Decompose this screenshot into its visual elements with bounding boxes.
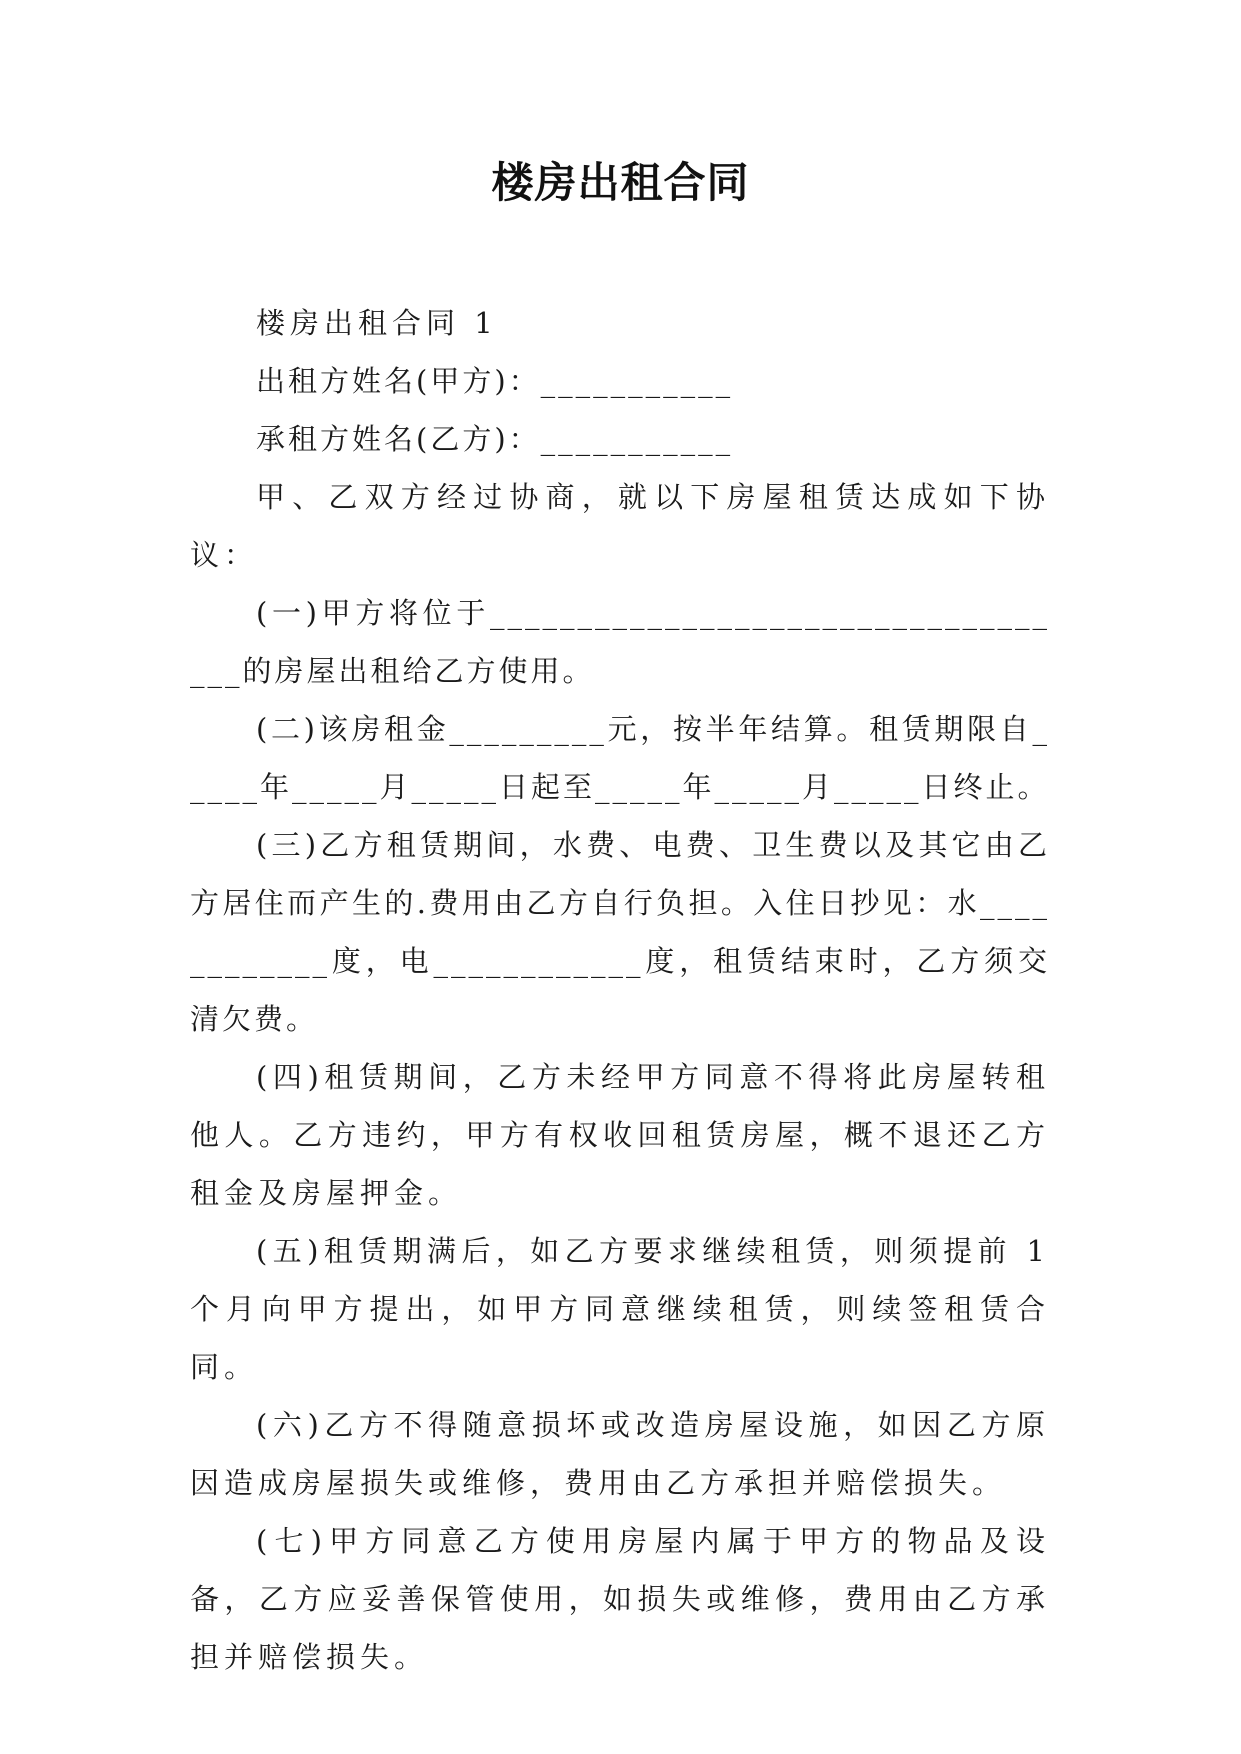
lessee-name-line: 承租方姓名(乙方)：___________ <box>256 422 734 456</box>
document-body <box>190 294 1050 1686</box>
agreement-intro: 甲、乙双方经过协商，就以下房屋租赁达成如下协议： <box>190 480 1050 572</box>
clause-1: (一)甲方将位于___________________________________的房屋出租给乙方使用。 <box>190 596 1050 688</box>
clause-7: (七)甲方同意乙方使用房屋内属于甲方的物品及设备，乙方应妥善保管使用，如损失或维修，费用由乙方承担并赔偿损失。 <box>190 1524 1050 1674</box>
clause-2: (二)该房租金_________元，按半年结算。租赁期限自_____年_____月_____日起至_____年_____月_____日终止。 <box>190 712 1050 804</box>
contract-subtitle: 楼房出租合同 1 <box>256 306 498 340</box>
lessor-name-line: 出租方姓名(甲方)：___________ <box>256 364 734 398</box>
clause-6: (六)乙方不得随意损坏或改造房屋设施，如因乙方原因造成房屋损失或维修，费用由乙方承担并赔偿损失。 <box>190 1408 1050 1500</box>
clause-4: (四)租赁期间，乙方未经甲方同意不得将此房屋转租他人。乙方违约，甲方有权收回租赁房屋，概不退还乙方租金及房屋押金。 <box>190 1060 1050 1210</box>
clause-5: (五)租赁期满后，如乙方要求继续租赁，则须提前 1 个月向甲方提出，如甲方同意继续租赁，则续签租赁合同。 <box>190 1234 1050 1384</box>
clause-3: (三)乙方租赁期间，水费、电费、卫生费以及其它由乙方居住而产生的.费用由乙方自行负担。入住日抄见：水____________度，电____________度，租赁结束时，乙方须交清欠费。 <box>190 828 1050 1036</box>
document-title: 楼房出租合同 <box>491 158 750 207</box>
